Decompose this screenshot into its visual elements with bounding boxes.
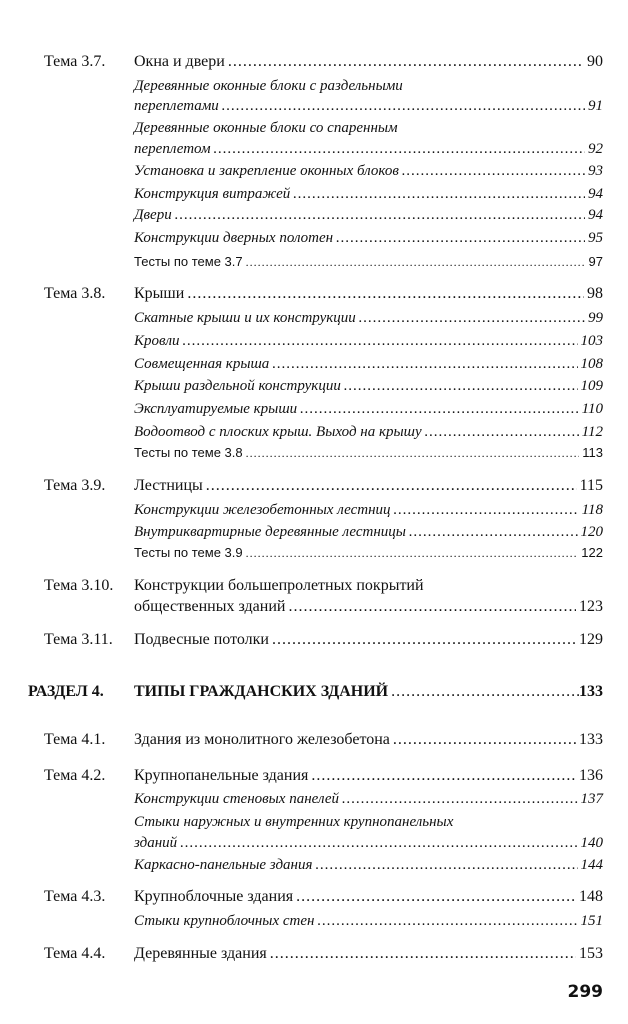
dot-leader: [183, 330, 578, 352]
toc-entry: [0, 307, 628, 329]
toc-entry: [0, 183, 628, 205]
entry-page-number: 123: [579, 598, 603, 615]
toc-entry: [0, 442, 628, 464]
entry-title: переплетами: [134, 98, 219, 114]
dot-leader: [336, 227, 585, 249]
entry-title: Крыши раздельной конструкции: [134, 378, 341, 394]
toc-entry: [0, 943, 628, 965]
entry-page-number: 109: [580, 378, 603, 394]
entry-page-number: 115: [579, 477, 603, 494]
entry-title: Двери: [134, 207, 172, 223]
dot-leader: [317, 910, 577, 932]
entry-title: Деревянные оконные блоки с раздельными: [134, 78, 403, 94]
entry-page-number: 129: [579, 631, 603, 648]
entry-page-number: 108: [580, 356, 603, 372]
dot-leader: [394, 499, 579, 521]
entry-page-number: 144: [580, 857, 603, 873]
entry-page-number: 94: [588, 207, 603, 223]
entry-title: Совмещенная крыша: [134, 356, 270, 372]
dot-leader: [270, 943, 576, 965]
entry-title: Стыки крупноблочных стен: [134, 913, 315, 929]
topic-label: Тема 3.8.: [44, 285, 106, 302]
entry-title: Тесты по теме 3.7: [134, 254, 243, 269]
entry-page-number: 136: [579, 767, 603, 784]
topic-label: Тема 4.1.: [44, 731, 106, 748]
dot-leader: [272, 353, 577, 375]
entry-title: Эксплуатируемые крыши: [134, 401, 298, 417]
topic-label: Тема 4.2.: [44, 767, 106, 784]
entry-page-number: 103: [580, 333, 603, 349]
entry-title: Здания из монолитного железобетона: [134, 731, 390, 748]
toc-entry: [0, 75, 628, 97]
toc-entry: [0, 421, 628, 443]
topic-label: Тема 4.3.: [44, 888, 106, 905]
topic-label: Тема 3.7.: [44, 53, 106, 70]
toc-entry: [0, 765, 628, 787]
entry-title: Деревянные здания: [134, 945, 267, 962]
entry-title: Деревянные оконные блоки со спаренным: [134, 120, 398, 136]
toc-entry: [0, 353, 628, 375]
dot-leader: [228, 51, 584, 73]
entry-page-number: 133: [579, 683, 603, 700]
toc-entry: [0, 886, 628, 908]
toc-entry: [0, 283, 628, 305]
entry-page-number: 94: [588, 186, 603, 202]
entry-title: Водоотвод с плоских крыш. Выход на крышу: [134, 424, 422, 440]
toc-entry: [0, 854, 628, 876]
dot-leader: [342, 788, 577, 810]
entry-page-number: 122: [581, 545, 603, 560]
entry-title: переплетом: [134, 141, 211, 157]
toc-entry: [0, 398, 628, 420]
dot-leader: [391, 681, 579, 703]
entry-title: Подвесные потолки: [134, 631, 269, 648]
toc-entry: [0, 499, 628, 521]
entry-page-number: 151: [580, 913, 603, 929]
dot-leader: [175, 204, 585, 226]
entry-page-number: 98: [587, 285, 603, 302]
entry-title: Установка и закрепление оконных блоков: [134, 163, 399, 179]
entry-title: Скатные крыши и их конструкции: [134, 310, 356, 326]
entry-page-number: 97: [588, 254, 603, 269]
toc-entry: [0, 475, 628, 497]
dot-leader: [222, 95, 585, 117]
entry-title: Стыки наружных и внутренних крупнопанельных: [134, 814, 454, 830]
entry-title: Крупнопанельные здания: [134, 767, 309, 784]
toc-entry: [0, 375, 628, 397]
dot-leader: [272, 629, 576, 651]
dot-leader: [206, 475, 577, 497]
dot-leader: [359, 307, 585, 329]
page-number: 299: [567, 982, 603, 1002]
dot-leader: [393, 729, 576, 751]
dot-leader: [246, 251, 586, 273]
entry-title: Конструкции стеновых панелей: [134, 791, 340, 807]
toc-entry: [0, 729, 628, 751]
dot-leader: [187, 283, 584, 305]
toc-entry: [0, 330, 628, 352]
entry-page-number: 95: [588, 230, 603, 246]
entry-page-number: 90: [587, 53, 603, 70]
dot-leader: [425, 421, 579, 443]
dot-leader: [409, 521, 578, 543]
toc-entry: [0, 204, 628, 226]
entry-page-number: 93: [588, 163, 603, 179]
entry-page-number: 118: [581, 502, 603, 518]
dot-leader: [288, 596, 576, 618]
toc-entry: [0, 629, 628, 651]
entry-title: Конструкции железобетонных лестниц: [134, 502, 391, 518]
topic-label: Тема 3.10.: [44, 577, 114, 594]
toc-entry: [0, 832, 628, 854]
entry-title: Крыши: [134, 285, 185, 302]
dot-leader: [344, 375, 578, 397]
entry-page-number: 113: [582, 445, 603, 460]
dot-leader: [315, 854, 577, 876]
entry-title: Конструкции большепролетных покрытий: [134, 577, 424, 594]
toc-entry: [0, 811, 628, 833]
toc-entry: [0, 521, 628, 543]
entry-page-number: 91: [588, 98, 603, 114]
dot-leader: [214, 138, 585, 160]
entry-page-number: 137: [580, 791, 603, 807]
dot-leader: [180, 832, 577, 854]
dot-leader: [293, 183, 585, 205]
entry-page-number: 133: [579, 731, 603, 748]
entry-title: зданий: [134, 835, 178, 851]
toc-entry: [0, 575, 628, 597]
entry-title: Каркасно-панельные здания: [134, 857, 313, 873]
entry-title: Кровли: [134, 333, 180, 349]
dot-leader: [402, 160, 585, 182]
toc-entry: [0, 95, 628, 117]
entry-title: Тесты по теме 3.9: [134, 545, 243, 560]
entry-title: Окна и двери: [134, 53, 225, 70]
entry-title: ТИПЫ ГРАЖДАНСКИХ ЗДАНИЙ: [134, 683, 389, 700]
entry-page-number: 99: [588, 310, 603, 326]
toc-entry: [0, 160, 628, 182]
toc-entry: [0, 596, 628, 618]
toc-entry: [0, 138, 628, 160]
entry-page-number: 140: [580, 835, 603, 851]
entry-title: Внутриквартирные деревянные лестницы: [134, 524, 406, 540]
entry-page-number: 92: [588, 141, 603, 157]
toc-entry: [0, 227, 628, 249]
topic-label: Тема 3.9.: [44, 477, 106, 494]
dot-leader: [296, 886, 576, 908]
entry-title: Конструкции дверных полотен: [134, 230, 334, 246]
topic-label: Тема 3.11.: [44, 631, 113, 648]
entry-title: Лестницы: [134, 477, 203, 494]
toc-entry: [0, 788, 628, 810]
entry-page-number: 120: [580, 524, 603, 540]
toc-entry: [0, 681, 628, 703]
toc-entry: [0, 51, 628, 73]
entry-page-number: 110: [581, 401, 603, 417]
topic-label: Тема 4.4.: [44, 945, 106, 962]
toc-entry: [0, 910, 628, 932]
section-label: РАЗДЕЛ 4.: [28, 683, 104, 700]
entry-page-number: 153: [579, 945, 603, 962]
dot-leader: [311, 765, 576, 787]
toc-entry: [0, 542, 628, 564]
dot-leader: [300, 398, 578, 420]
entry-title: Крупноблочные здания: [134, 888, 294, 905]
entry-page-number: 112: [581, 424, 603, 440]
entry-title: общественных зданий: [134, 598, 286, 615]
toc-entry: [0, 117, 628, 139]
toc-entry: [0, 251, 628, 273]
entry-page-number: 148: [579, 888, 603, 905]
dot-leader: [246, 442, 580, 464]
entry-title: Конструкция витражей: [134, 186, 291, 202]
dot-leader: [246, 542, 579, 564]
entry-title: Тесты по теме 3.8: [134, 445, 243, 460]
